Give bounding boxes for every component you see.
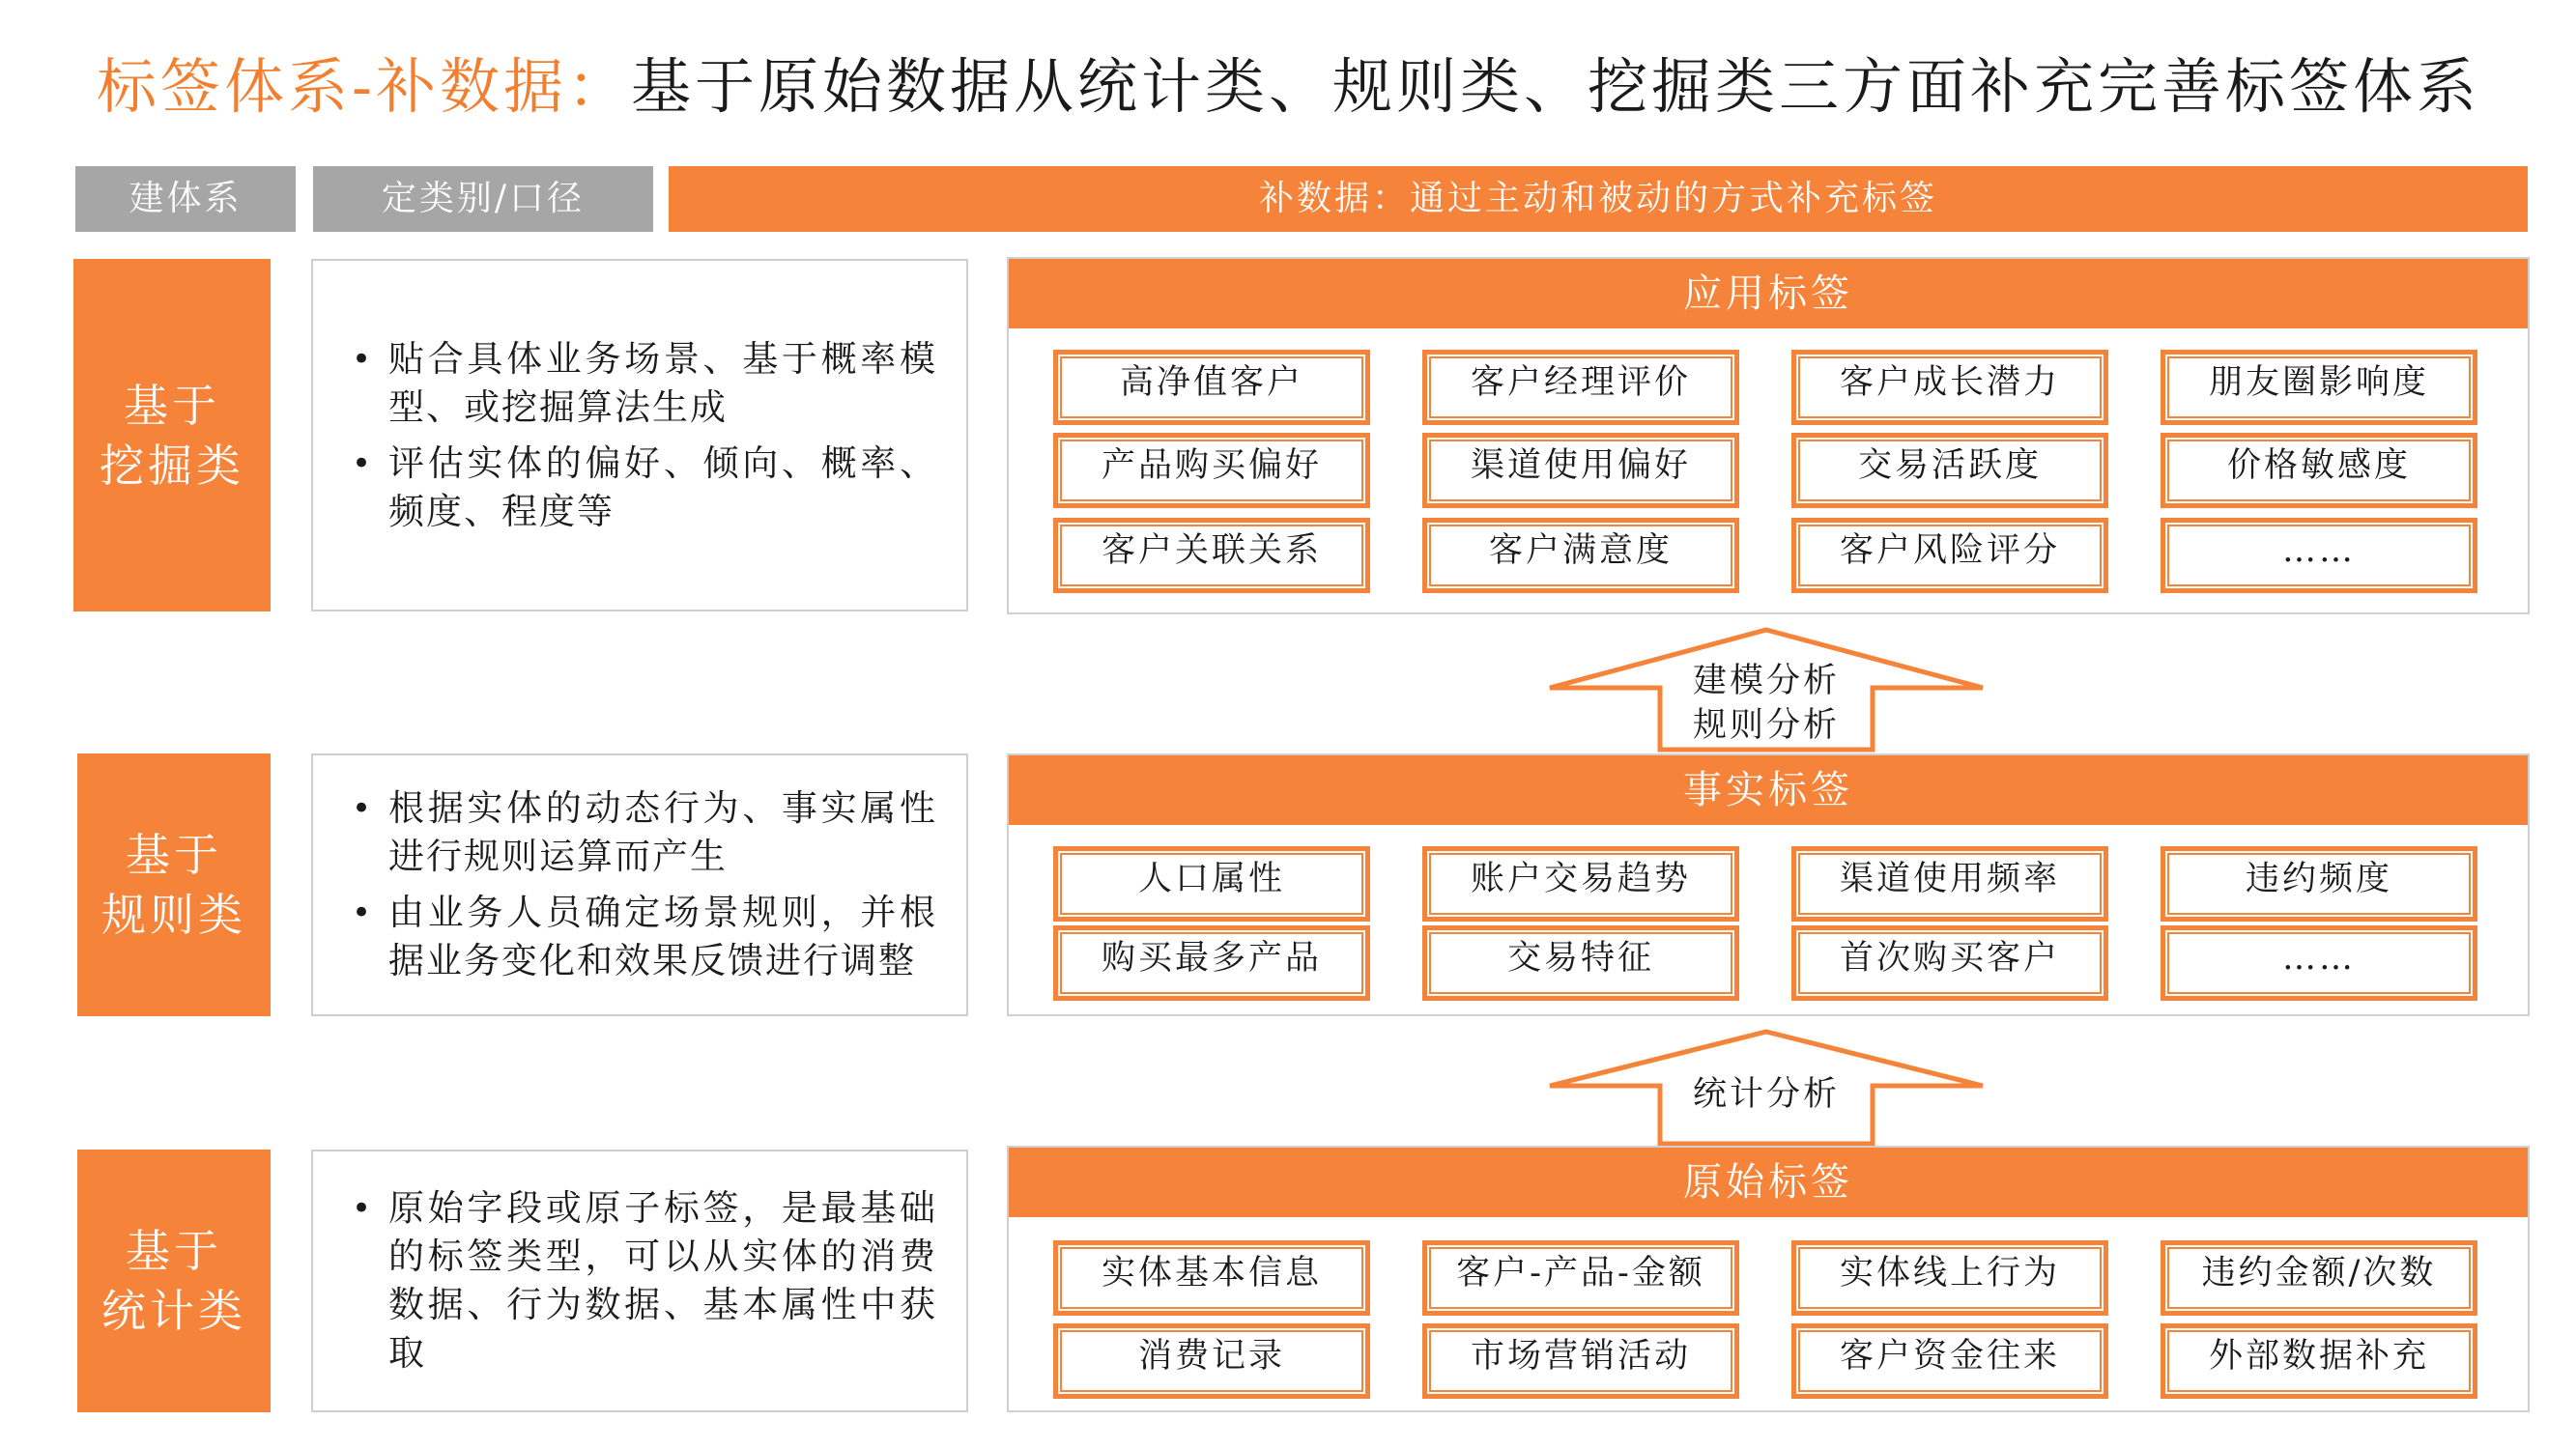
side-label-mining <box>73 259 271 611</box>
tag-chip: …… <box>2161 518 2477 593</box>
side-label-rule <box>77 753 271 1016</box>
arrow-label-line: 规则分析 <box>1692 706 1840 745</box>
arrow-label-statistics <box>1662 1072 1871 1117</box>
side-label-line: 基于 <box>126 1225 222 1277</box>
description-mining <box>311 259 968 611</box>
title-main: 基于原始数据从统计类、规则类、挖掘类三方面补充完善标签体系 <box>630 51 2480 122</box>
side-label-line: 基于 <box>126 829 222 881</box>
title-prefix: 标签体系-补数据： <box>97 51 631 122</box>
tag-chip: 客户风险评分 <box>1791 518 2108 593</box>
tag-chip: 客户关联关系 <box>1053 518 1370 593</box>
bullet-item: • 根据实体的动态行为、事实属性进行规则运算而产生 <box>352 784 937 881</box>
arrow-label-line: 建模分析 <box>1692 662 1840 700</box>
tag-chip: 渠道使用偏好 <box>1422 433 1739 508</box>
side-label-statistics <box>77 1150 271 1412</box>
bullet-item: • 原始字段或原子标签，是最基础的标签类型，可以从实体的消费数据、行为数据、基本属性中获取 <box>352 1184 937 1378</box>
page-title <box>97 39 2532 135</box>
side-label-line: 规则类 <box>101 889 246 941</box>
tag-chip: 价格敏感度 <box>2161 433 2477 508</box>
bullet-item: • 由业务人员确定场景规则，并根据业务变化和效果反馈进行调整 <box>352 889 937 985</box>
tag-chip: 交易活跃度 <box>1791 433 2108 508</box>
tag-chip: 高净值客户 <box>1053 350 1370 425</box>
arrow-label-line: 统计分析 <box>1692 1075 1840 1114</box>
tag-chip: 实体基本信息 <box>1053 1240 1370 1316</box>
tag-chip: 市场营销活动 <box>1422 1323 1739 1399</box>
tag-chip: 客户经理评价 <box>1422 350 1739 425</box>
tag-chip: 实体线上行为 <box>1791 1240 2108 1316</box>
panel-fact-tags <box>1007 753 2530 1016</box>
tag-chip: 客户满意度 <box>1422 518 1739 593</box>
panel-application-tags <box>1007 257 2530 614</box>
tag-chip: 客户资金往来 <box>1791 1323 2108 1399</box>
panel-raw-tags <box>1007 1146 2530 1412</box>
description-rule <box>311 753 968 1016</box>
tag-chip: 交易特征 <box>1422 925 1739 1001</box>
tag-chip: 客户成长潜力 <box>1791 350 2108 425</box>
step-define-category: 定类别/口径 <box>313 166 653 232</box>
side-label-line: 挖掘类 <box>100 439 244 492</box>
tag-chip: 外部数据补充 <box>2161 1323 2477 1399</box>
tag-chip: 人口属性 <box>1053 846 1370 922</box>
panel-title: 应用标签 <box>1009 259 2528 328</box>
tag-chip: 违约金额/次数 <box>2161 1240 2477 1316</box>
tag-chip: 购买最多产品 <box>1053 925 1370 1001</box>
panel-title: 事实标签 <box>1009 755 2528 825</box>
tag-chip: 违约频度 <box>2161 846 2477 922</box>
tag-chip: 客户-产品-金额 <box>1422 1240 1739 1316</box>
step-supplement-data: 补数据：通过主动和被动的方式补充标签 <box>669 166 2528 232</box>
panel-title: 原始标签 <box>1009 1148 2528 1217</box>
arrow-label-modeling <box>1662 659 1871 748</box>
side-label-line: 基于 <box>124 379 220 432</box>
tag-chip: 消费记录 <box>1053 1323 1370 1399</box>
bullet-item: • 评估实体的偏好、倾向、概率、频度、程度等 <box>352 440 937 536</box>
tag-chip: 产品购买偏好 <box>1053 433 1370 508</box>
description-statistics <box>311 1150 968 1412</box>
tag-chip: …… <box>2161 925 2477 1001</box>
tag-chip: 朋友圈影响度 <box>2161 350 2477 425</box>
tag-chip: 首次购买客户 <box>1791 925 2108 1001</box>
tag-chip: 账户交易趋势 <box>1422 846 1739 922</box>
side-label-line: 统计类 <box>101 1285 246 1337</box>
tag-chip: 渠道使用频率 <box>1791 846 2108 922</box>
bullet-item: • 贴合具体业务场景、基于概率模型、或挖掘算法生成 <box>352 335 937 432</box>
step-build-system: 建体系 <box>75 166 296 232</box>
